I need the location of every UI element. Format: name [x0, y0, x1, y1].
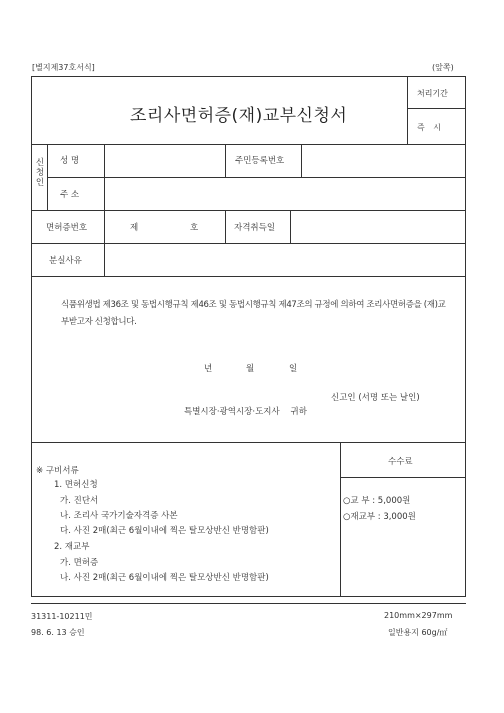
- license-number-suffix: 호: [190, 223, 199, 233]
- processing-period-value: 즉 시: [417, 123, 441, 132]
- form-code: 31311-10211민: [31, 612, 93, 621]
- form-title: 조리사면허증(재)교부신청서: [130, 106, 348, 126]
- date-month-label: 월: [246, 364, 255, 374]
- document-item: 1. 면허신청: [54, 480, 98, 490]
- name-label: 성 명: [60, 156, 80, 166]
- license-number-label: 면허증번호: [46, 223, 88, 233]
- date-year-label: 년: [204, 364, 213, 374]
- page-side-label: (앞쪽): [432, 63, 454, 72]
- fee-label: 수수료: [388, 457, 413, 467]
- applicant-section-label: [35, 158, 45, 188]
- paper-type: 일반용지 60g/㎡: [388, 628, 448, 637]
- statement-text: 식품위생법 제36조 및 동법시행규칙 제46조 및 동법시행규칙 제47조의 규정에 의하여 조리사면허증을 (재)교부받고자 신청합니다.: [61, 300, 446, 327]
- processing-period-label: 처리기간: [417, 89, 448, 98]
- resident-id-label: 주민등록번호: [235, 156, 285, 166]
- approval-date: 98. 6. 13 승인: [31, 628, 85, 637]
- document-item: 나. 조리사 국가기술자격증 사본: [60, 511, 178, 521]
- form-number: [별지제37호서식]: [32, 63, 95, 72]
- applicant-label-char: 인: [35, 178, 45, 188]
- address-label: 주 소: [60, 190, 80, 200]
- applicant-label-char: 청: [35, 168, 45, 178]
- recipient-line: 특별시장·광역시장·도지사 귀하: [184, 407, 307, 417]
- paper-size: 210mm×297mm: [384, 611, 453, 620]
- applicant-label-char: 신: [35, 158, 45, 168]
- license-number-prefix: 제: [130, 223, 139, 233]
- date-day-label: 일: [289, 364, 298, 374]
- document-item: 2. 재교부: [54, 542, 90, 552]
- required-documents-heading: ※ 구비서류: [36, 466, 79, 476]
- document-item: 가. 면허증: [60, 558, 99, 568]
- loss-reason-label: 분실사유: [49, 256, 82, 266]
- document-item: 다. 사진 2매(최근 6월이내에 찍은 탈모상반신 반명함판): [60, 526, 269, 536]
- document-item: 가. 진단서: [60, 496, 99, 506]
- fee-issue: ○교 부 : 5,000원: [343, 496, 411, 506]
- document-item: 나. 사진 2매(최근 6월이내에 찍은 탈모상반신 반명함판): [60, 573, 269, 583]
- qualification-date-label: 자격취득일: [234, 223, 276, 233]
- applicant-signature-line: 신고인 (서명 또는 날인): [331, 393, 420, 403]
- fee-reissue: ○재교부 : 3,000원: [343, 512, 416, 522]
